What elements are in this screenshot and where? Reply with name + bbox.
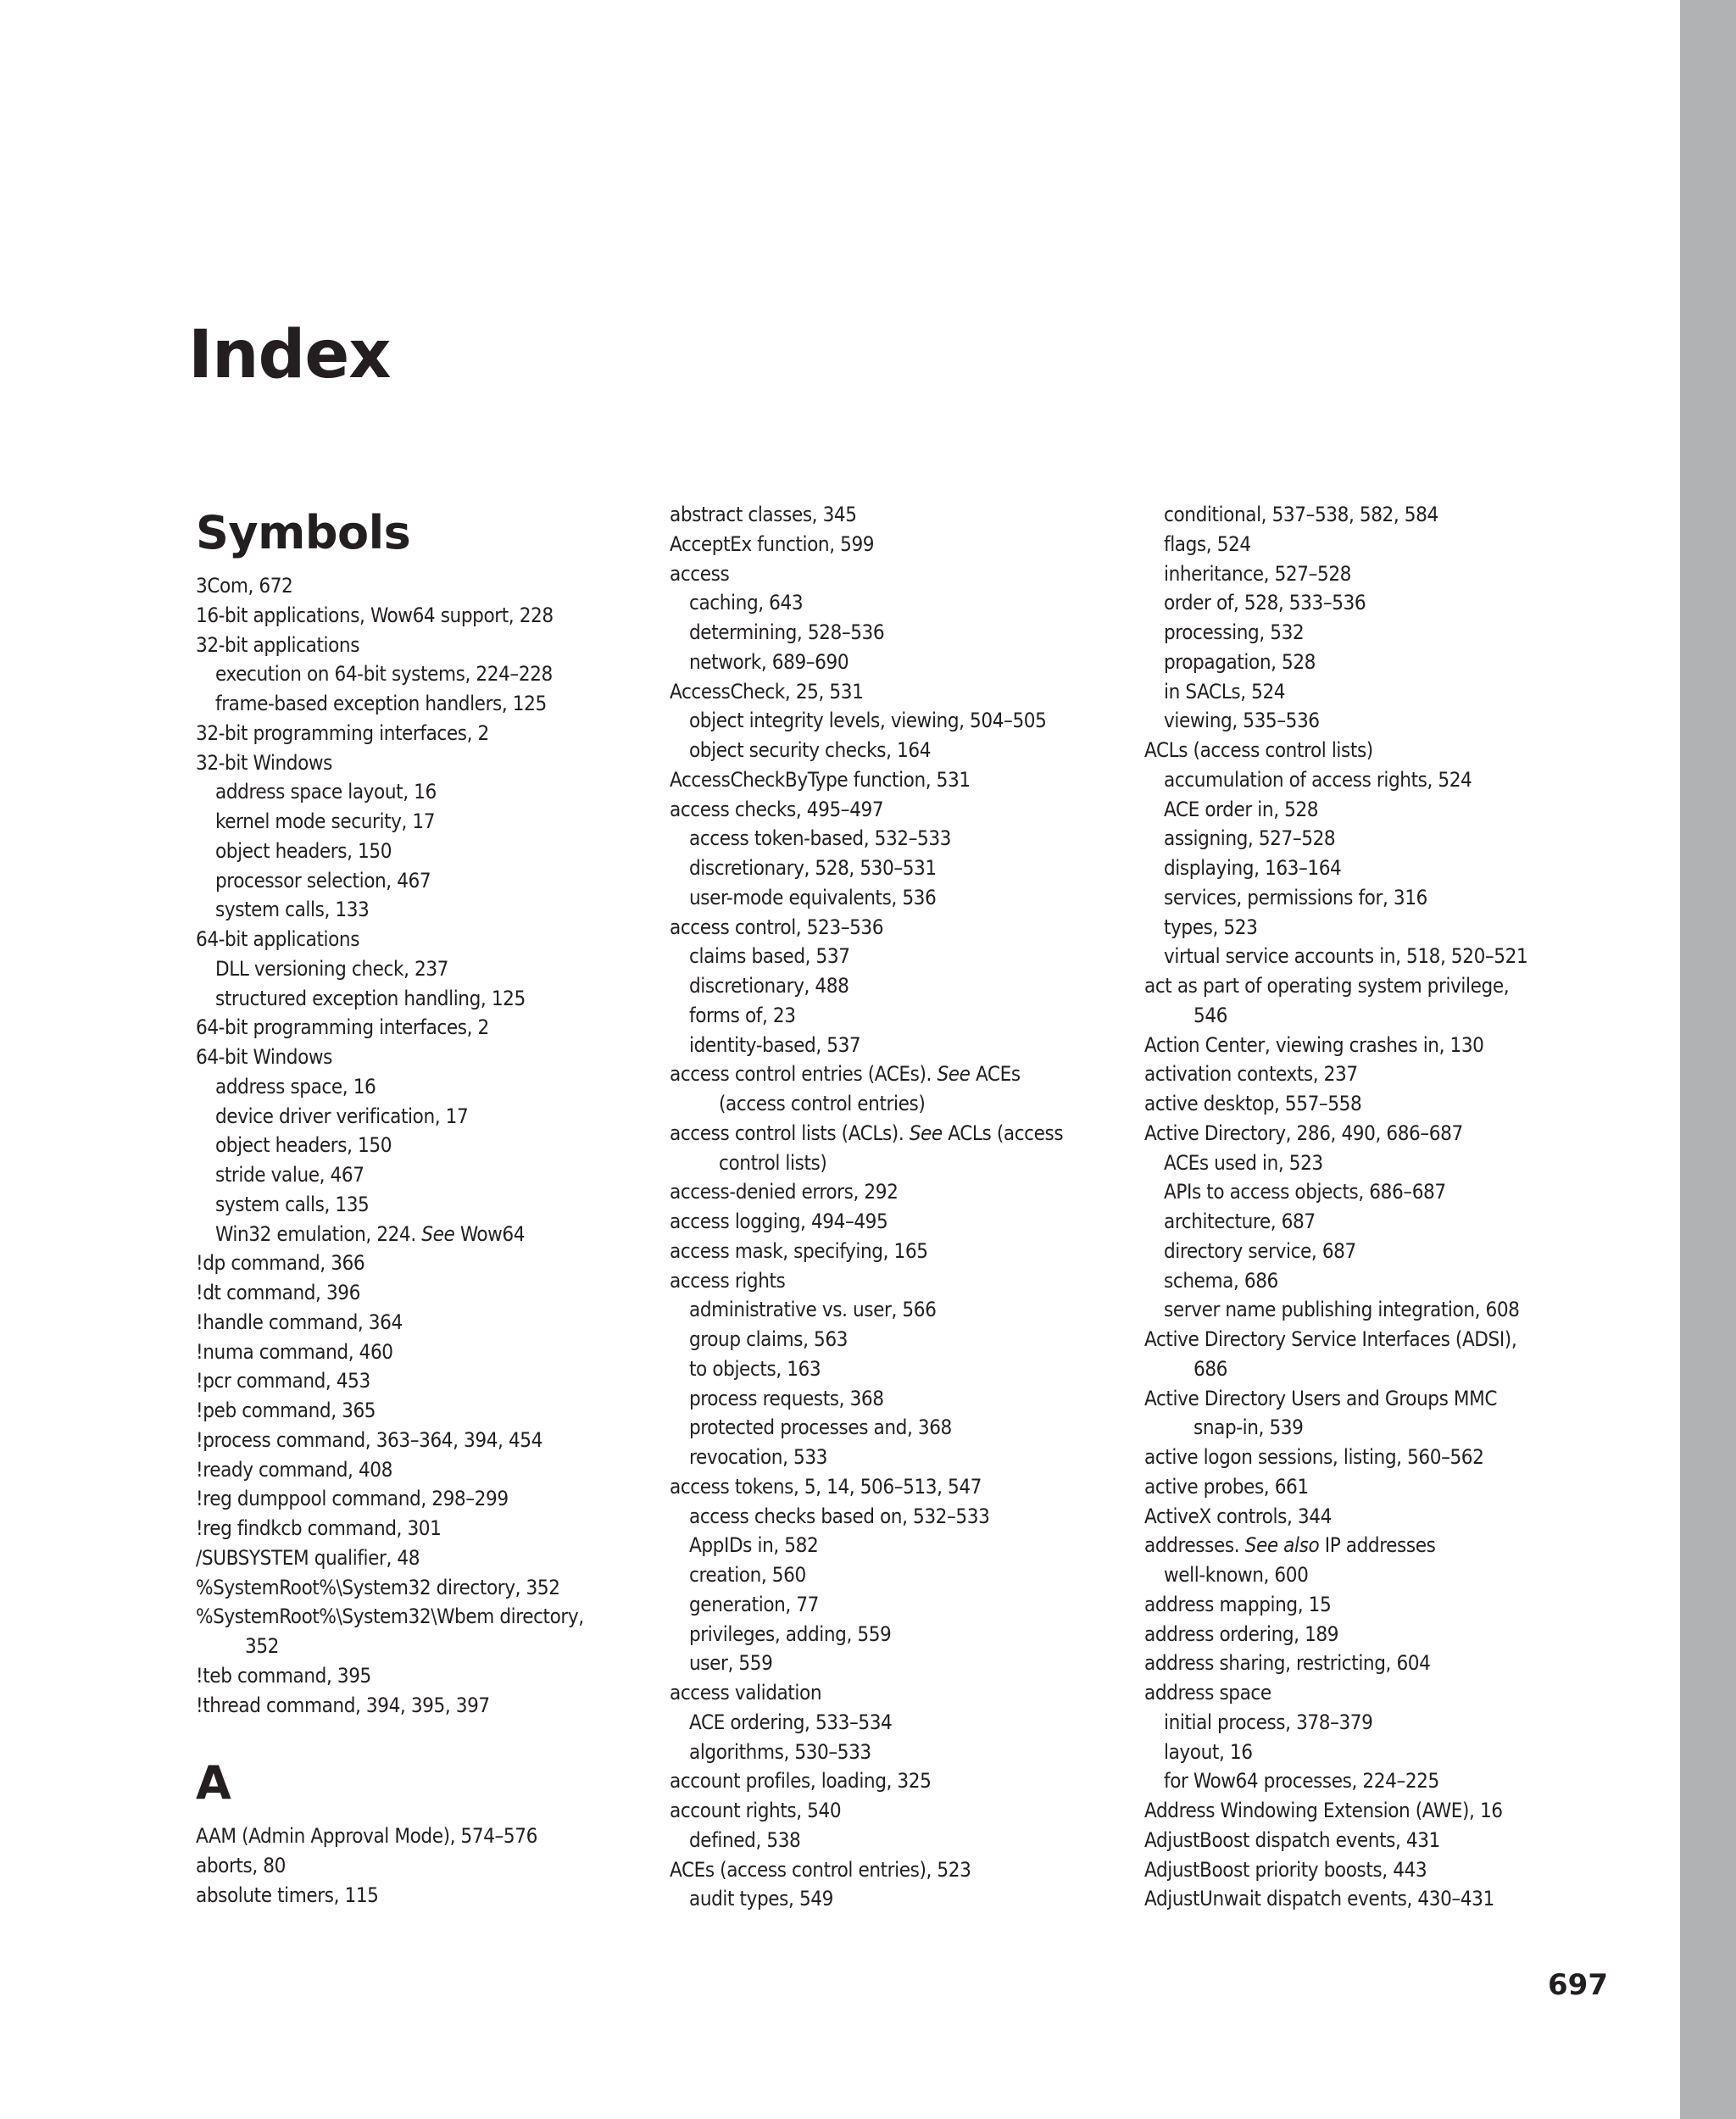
index-entry: server name publishing integration, 608	[1164, 1298, 1520, 1322]
index-entry: forms of, 23	[689, 1003, 796, 1027]
index-entry: ACLs (access control lists)	[1144, 738, 1373, 762]
index-list-col3	[1144, 500, 1619, 1914]
index-entry: access rights	[670, 1268, 786, 1293]
index-entry: 3Com, 672	[196, 574, 293, 598]
index-entry: absolute timers, 115	[196, 1883, 379, 1907]
index-list-a	[196, 1821, 670, 1910]
index-entry: !thread command, 394, 395, 397	[196, 1693, 490, 1717]
index-entry: abstract classes, 345	[670, 503, 857, 526]
index-entry: kernel mode security, 17	[215, 809, 436, 833]
index-entry: schema, 686	[1164, 1268, 1278, 1293]
index-entry: AdjustBoost priority boosts, 443	[1144, 1857, 1427, 1882]
index-entry: discretionary, 528, 530–531	[689, 856, 937, 880]
index-entry: !numa command, 460	[196, 1339, 393, 1364]
index-entry: viewing, 535–536	[1164, 709, 1320, 733]
index-entry: algorithms, 530–533	[689, 1739, 871, 1764]
index-entry: /SUBSYSTEM qualifier, 48	[196, 1545, 420, 1570]
index-entry: access-denied errors, 292	[670, 1180, 899, 1204]
index-entry: access tokens, 5, 14, 506–513, 547	[670, 1474, 982, 1499]
index-entry: activation contexts, 237	[1144, 1062, 1358, 1087]
index-entry: act as part of operating system privilege,	[1144, 974, 1510, 998]
index-entry: APIs to access objects, 686–687	[1164, 1180, 1446, 1204]
index-entry: claims based, 537	[689, 944, 850, 969]
index-entry: Address Windowing Extension (AWE), 16	[1144, 1799, 1503, 1822]
index-entry: revocation, 533	[689, 1445, 827, 1469]
index-entry: !dp command, 366	[196, 1251, 365, 1276]
index-entry: !handle command, 364	[196, 1310, 403, 1334]
index-entry: for Wow64 processes, 224–225	[1164, 1769, 1439, 1794]
index-entry: administrative vs. user, 566	[689, 1298, 937, 1322]
index-entry: inheritance, 527–528	[1164, 561, 1351, 586]
index-entry: generation, 77	[689, 1592, 820, 1616]
index-entry: audit types, 549	[689, 1887, 833, 1911]
index-entry: 32-bit Windows	[196, 750, 333, 775]
index-entry: AppIDs in, 582	[689, 1533, 819, 1558]
index-entry: ACEs (access control entries), 523	[670, 1857, 971, 1882]
index-entry: ACE order in, 528	[1164, 797, 1319, 821]
index-entry: active desktop, 557–558	[1144, 1092, 1362, 1115]
index-entry: initial process, 378–379	[1164, 1710, 1373, 1734]
index-entry: AcceptEx function, 599	[670, 531, 875, 556]
index-entry: AdjustBoost dispatch events, 431	[1144, 1827, 1440, 1852]
index-list-symbols	[196, 571, 670, 1720]
index-entry: 352	[245, 1634, 280, 1658]
index-entry: !reg findkcb command, 301	[196, 1516, 442, 1540]
index-column-1	[196, 500, 670, 1910]
index-entry: %SystemRoot%\System32 directory, 352	[196, 1575, 560, 1599]
index-entry: !ready command, 408	[196, 1457, 392, 1482]
index-entry: execution on 64-bit systems, 224–228	[215, 662, 553, 687]
index-entry: layout, 16	[1164, 1739, 1253, 1764]
index-entry: address ordering, 189	[1144, 1621, 1339, 1646]
page-number: 697	[1548, 1968, 1608, 2002]
index-entry: active logon sessions, listing, 560–562	[1144, 1445, 1484, 1469]
index-entry: 64-bit Windows	[196, 1045, 333, 1069]
index-entry: architecture, 687	[1164, 1210, 1316, 1233]
index-entry: Active Directory, 286, 490, 686–687	[1144, 1121, 1463, 1145]
index-entry: types, 523	[1164, 915, 1258, 939]
index-entry: protected processes and, 368	[689, 1415, 952, 1440]
index-entry: ACE ordering, 533–534	[689, 1710, 893, 1734]
index-entry: aborts, 80	[196, 1854, 286, 1877]
index-entry: 546	[1194, 1003, 1228, 1027]
section-heading-symbols: Symbols	[196, 506, 411, 559]
index-entry: address space, 16	[215, 1074, 376, 1098]
index-entry: process requests, 368	[689, 1386, 884, 1410]
index-entry: accumulation of access rights, 524	[1164, 767, 1472, 792]
index-entry: processor selection, 467	[215, 868, 431, 893]
index-entry: group claims, 563	[689, 1327, 849, 1351]
index-entry: in SACLs, 524	[1164, 679, 1286, 704]
index-entry: stride value, 467	[215, 1163, 364, 1187]
index-entry: !teb command, 395	[196, 1663, 371, 1688]
index-entry: services, permissions for, 316	[1164, 885, 1427, 909]
index-entry: system calls, 133	[215, 898, 370, 922]
index-entry: address mapping, 15	[1144, 1592, 1332, 1616]
index-entry: object headers, 150	[215, 838, 392, 863]
index-column-2	[670, 500, 1144, 1914]
index-entry: DLL versioning check, 237	[215, 956, 449, 981]
index-entry: user, 559	[689, 1651, 773, 1676]
index-entry: addresses. See also IP addresses	[1144, 1533, 1436, 1558]
index-entry: control lists)	[719, 1150, 827, 1175]
index-entry: access token-based, 532–533	[689, 826, 952, 851]
index-entry: system calls, 135	[215, 1192, 370, 1216]
index-entry: !process command, 363–364, 394, 454	[196, 1427, 542, 1452]
index-entry: AccessCheck, 25, 531	[670, 679, 864, 704]
index-entry: AccessCheckByType function, 531	[670, 767, 971, 792]
index-entry: defined, 538	[689, 1827, 801, 1852]
index-entry: identity-based, 537	[689, 1032, 861, 1057]
index-entry: access logging, 494–495	[670, 1210, 888, 1233]
index-entry: well-known, 600	[1164, 1563, 1309, 1587]
index-entry: flags, 524	[1164, 531, 1251, 556]
index-entry: network, 689–690	[689, 649, 849, 674]
index-entry: object security checks, 164	[689, 738, 932, 762]
index-entry: caching, 643	[689, 591, 804, 615]
index-entry: access checks based on, 532–533	[689, 1504, 990, 1528]
index-list-col2	[670, 500, 1144, 1914]
index-entry: directory service, 687	[1164, 1238, 1356, 1263]
index-entry: discretionary, 488	[689, 974, 849, 998]
index-entry: access control, 523–536	[670, 915, 884, 939]
index-entry: conditional, 537–538, 582, 584	[1164, 503, 1438, 526]
index-entry: Action Center, viewing crashes in, 130	[1144, 1032, 1484, 1057]
index-entry: 686	[1194, 1356, 1228, 1381]
index-entry: !pcr command, 453	[196, 1369, 370, 1393]
index-entry: 64-bit applications	[196, 927, 360, 951]
index-entry: address space layout, 16	[215, 780, 437, 804]
index-entry: order of, 528, 533–536	[1164, 591, 1366, 615]
index-entry: virtual service accounts in, 518, 520–521	[1164, 944, 1528, 969]
index-entry: processing, 532	[1164, 620, 1305, 644]
index-entry: Active Directory Service Interfaces (ADSI),	[1144, 1327, 1517, 1351]
index-entry: access mask, specifying, 165	[670, 1238, 928, 1263]
index-entry: object headers, 150	[215, 1133, 392, 1158]
index-entry: frame-based exception handlers, 125	[215, 692, 547, 715]
index-entry: Active Directory Users and Groups MMC	[1144, 1386, 1498, 1410]
index-entry: !dt command, 396	[196, 1281, 360, 1304]
index-entry: !peb command, 365	[196, 1399, 376, 1422]
index-entry: to objects, 163	[689, 1356, 821, 1381]
index-entry: address sharing, restricting, 604	[1144, 1651, 1431, 1676]
index-entry: assigning, 527–528	[1164, 826, 1336, 851]
index-entry: object integrity levels, viewing, 504–505	[689, 709, 1047, 733]
index-entry: access control lists (ACLs). See ACLs (access	[670, 1121, 1064, 1145]
index-entry: privileges, adding, 559	[689, 1621, 892, 1646]
index-entry: account rights, 540	[670, 1799, 842, 1822]
index-entry: active probes, 661	[1144, 1474, 1309, 1499]
index-entry: user-mode equivalents, 536	[689, 885, 937, 909]
index-entry: ActiveX controls, 344	[1144, 1504, 1332, 1528]
index-entry: 16-bit applications, Wow64 support, 228	[196, 603, 554, 627]
index-entry: structured exception handling, 125	[215, 986, 526, 1010]
index-entry: !reg dumppool command, 298–299	[196, 1487, 509, 1511]
index-entry: access control entries (ACEs). See ACEs	[670, 1062, 1021, 1087]
index-entry: ACEs used in, 523	[1164, 1150, 1323, 1175]
section-heading-a: A	[196, 1756, 231, 1810]
index-entry: propagation, 528	[1164, 649, 1316, 674]
index-entry: Win32 emulation, 224. See Wow64	[215, 1221, 526, 1246]
index-entry: access	[670, 561, 730, 586]
index-entry: AdjustUnwait dispatch events, 430–431	[1144, 1887, 1494, 1911]
index-entry: %SystemRoot%\System32\Wbem directory,	[196, 1605, 584, 1629]
index-entry: displaying, 163–164	[1164, 856, 1342, 880]
index-entry: account profiles, loading, 325	[670, 1769, 932, 1794]
index-entry: access validation	[670, 1681, 822, 1705]
page-title: Index	[188, 317, 391, 393]
index-column-3	[1144, 500, 1619, 1914]
index-entry: AAM (Admin Approval Mode), 574–576	[196, 1824, 537, 1849]
index-entry: creation, 560	[689, 1563, 806, 1587]
page-edge-tab	[1680, 0, 1736, 2119]
index-entry: device driver verification, 17	[215, 1104, 469, 1128]
index-entry: 32-bit applications	[196, 632, 360, 657]
index-entry: snap-in, 539	[1194, 1415, 1304, 1440]
index-entry: address space	[1144, 1681, 1271, 1705]
index-entry: determining, 528–536	[689, 620, 885, 644]
index-entry: 64-bit programming interfaces, 2	[196, 1015, 489, 1040]
index-entry: access checks, 495–497	[670, 797, 884, 821]
index-entry: (access control entries)	[719, 1092, 926, 1115]
index-entry: 32-bit programming interfaces, 2	[196, 720, 489, 745]
